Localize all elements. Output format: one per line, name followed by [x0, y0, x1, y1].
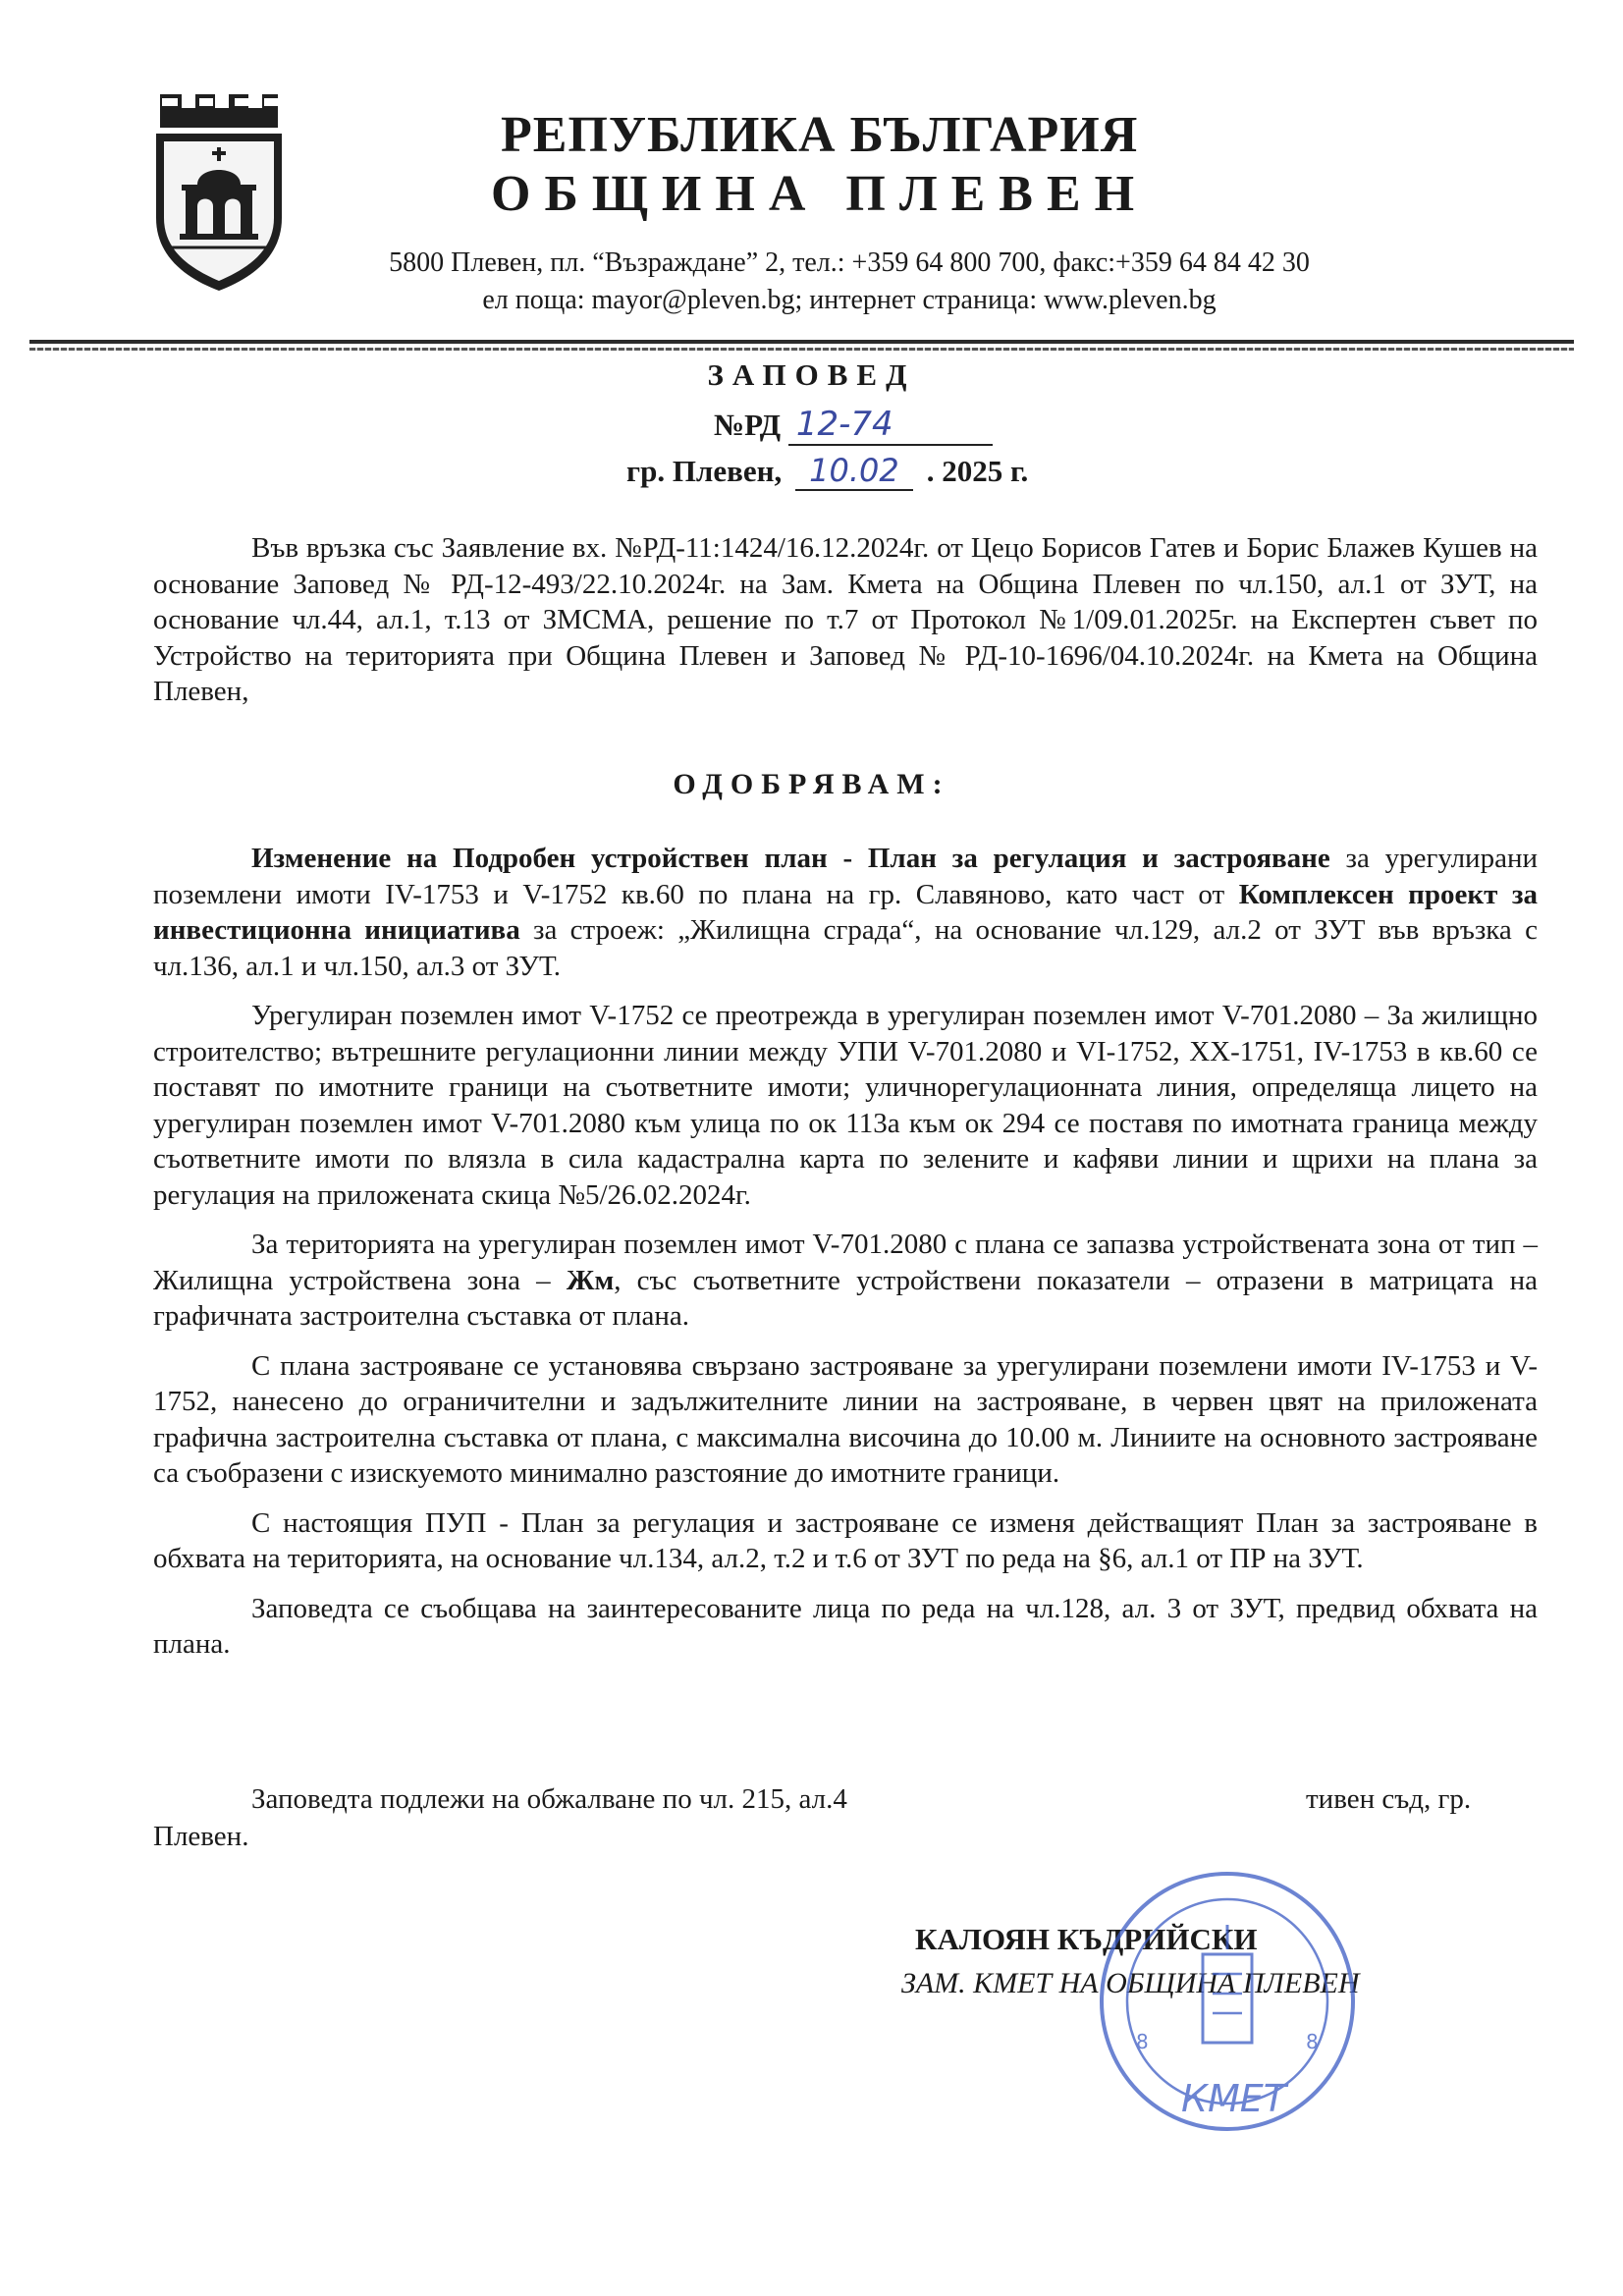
appeal-text-left: Заповедта подлежи на обжалване по чл. 215, ал.4 — [251, 1783, 847, 1815]
signatory-position: ЗАМ. КМЕТ НА ОБЩИНА ПЛЕВЕН — [901, 1967, 1360, 1999]
svg-text:8: 8 — [1306, 2030, 1319, 2053]
order-title: ЗАПОВЕД — [707, 357, 916, 392]
decision-paragraph-2: Урегулиран поземлен имот V-1752 се преотрежда в урегулиран поземлен имот V-701.2080 – За жилищно строителство; вътрешните регулационни линии между УПИ V-701.2080 и VI-1752, XX-1751, IV-1753 в кв.60 се поставят по имотните граници на съответните имоти; уличнорегулационната линия, определяща лицето на урегулиран поземлен имот V-701.2080 към улица по ок 113а към ок 294 се поставя по имотната граница между съответните имоти по влязла в сила кадастрална карта по зелените и кафяви линии и щрихи на плана за регулация на приложената скица №5/26.02.2024г. — [153, 1000, 1538, 1211]
project-title: Комплексен проект за инвестиционна инициатива — [153, 878, 1538, 946]
amendment-title: Изменение на Подробен устройствен план - План за регулация и застрояване — [251, 843, 1330, 874]
order-date — [626, 452, 1028, 491]
decision-paragraph-5: С настоящия ПУП - План за регулация и застрояване се изменя действащият План за застрояване в обхвата на територията, на основание чл.134, ал.2, т.2 и т.6 от ЗУТ по реда на §6, ал.1 от ПР на ЗУТ. — [153, 1506, 1538, 1574]
header-divider-dotted — [29, 348, 1574, 351]
signatory-name: КАЛОЯН КЪДРИЙСКИ — [915, 1922, 1258, 1956]
decision-paragraph-4: С плана застрояване се установява свързано застрояване за урегулирани поземлени имоти IV-1753 и V-1752, нанесено до ограничителни и задължителните линии на застрояване, в червен цвят на приложената графична застроителна съставка от плана, с максимална височина до 10.00 м. Линиите на основното застрояване са съобразени с изискуемото минимално разстояние до имотните граници. — [153, 1349, 1538, 1489]
order-number — [714, 405, 993, 446]
order-year: . 2025 г. — [926, 454, 1029, 488]
order-date-handwritten: 10.02 — [795, 452, 913, 491]
decision-paragraph-3: За територията на урегулиран поземлен имот V-701.2080 с плана се запазва устройствената зона от тип – Жилищна устройствена зона – Жм, със съответните устройствени показатели – отразени в матрицата на графичната застроителна съставка от плана. — [153, 1229, 1538, 1332]
appeal-text-line2: Плевен. — [153, 1821, 249, 1852]
pleven-coat-of-arms-icon — [152, 90, 286, 293]
order-city: гр. Плевен, — [626, 454, 783, 488]
order-number-handwritten: 12-74 — [788, 405, 993, 446]
svg-text:КМЕТ: КМЕТ — [1181, 2077, 1286, 2120]
municipal-stamp-icon — [1065, 1856, 1389, 2141]
approve-heading: ОДОБРЯВАМ: — [673, 768, 950, 800]
decision-body — [153, 841, 1538, 1676]
appeal-text-right: тивен съд, гр. — [1306, 1783, 1472, 1815]
zone-code: Жм — [566, 1264, 615, 1296]
org-title: РЕПУБЛИКА БЪЛГАРИЯ — [501, 107, 1139, 163]
decision-paragraph-1: Изменение на Подробен устройствен план - План за регулация и застрояване за урегулирани поземлени имоти IV-1753 и V-1752 кв.60 по плана на гр. Славяново, като част от Комплексен проект за инвестиционна инициатива за строеж: „Жилищна сграда“, на основание чл.129, ал.2 от ЗУТ във връзка с чл.136, ал.1 и чл.150, ал.3 от ЗУТ. — [153, 843, 1538, 982]
preamble — [153, 530, 1538, 710]
org-subtitle: ОБЩИНА ПЛЕВЕН — [491, 166, 1149, 222]
preamble-paragraph: Във връзка със Заявление вх. №РД-11:1424/16.12.2024г. от Цецо Борисов Гатев и Борис Блажев Кушев на основание Заповед № РД-12-493/22.10.2024г. на Зам. Кмета на Община Плевен по чл.150, ал.1 от ЗУТ, на основание чл.44, ал.1, т.13 от ЗМСМА, решение по т.7 от Протокол №1/09.01.2025г. на Експертен съвет по Устройство на територията при Община Плевен и Заповед № РД-10-1696/04.10.2024г. на Кмета на Община Плевен, — [153, 532, 1538, 707]
order-number-label: №РД — [714, 408, 782, 442]
decision-paragraph-6: Заповедта се съобщава на заинтересованите лица по реда на чл.128, ал. 3 от ЗУТ, предвид обхвата на плана. — [153, 1592, 1538, 1660]
contact-web-line: ел поща: mayor@pleven.bg; интернет страница: www.pleven.bg — [482, 285, 1217, 315]
contact-address-line: 5800 Плевен, пл. “Възраждане” 2, тел.: +359 64 800 700, факс:+359 64 84 42 30 — [389, 247, 1310, 278]
header-divider — [29, 340, 1574, 344]
svg-text:8: 8 — [1136, 2030, 1149, 2053]
